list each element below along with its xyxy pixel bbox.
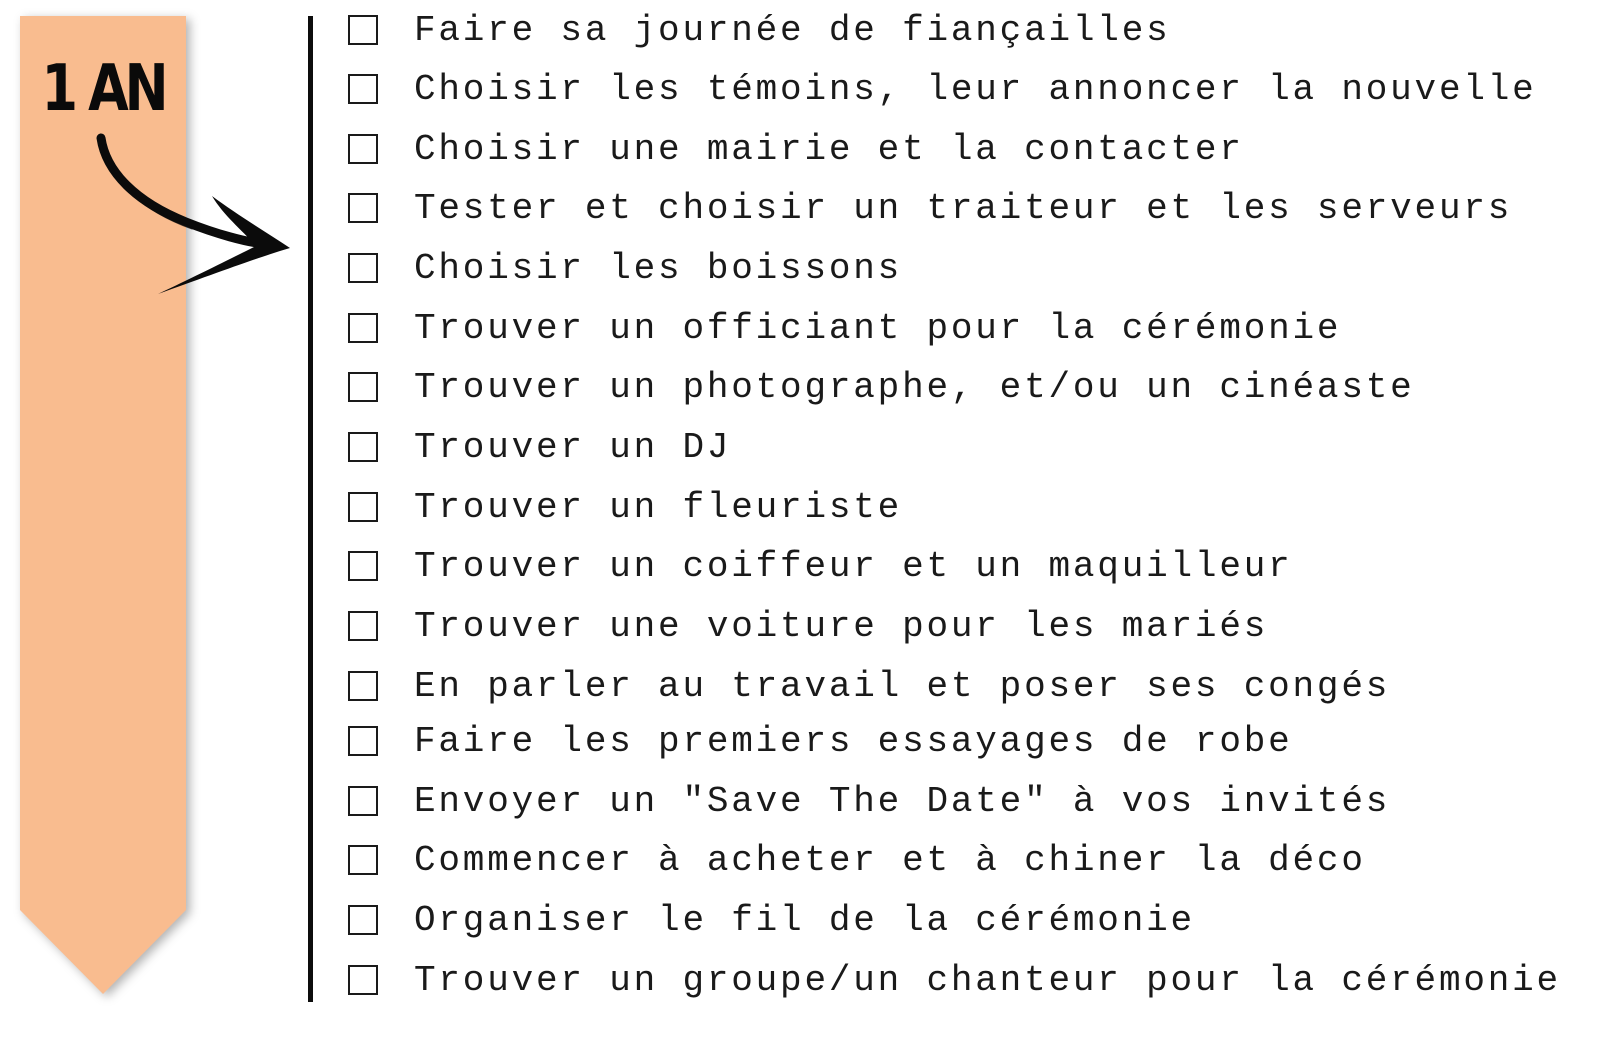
checklist-item [348, 129, 1244, 169]
checklist-item-label: Choisir les boissons [414, 247, 903, 289]
checklist-item [348, 840, 1366, 880]
checklist-item-label: En parler au travail et poser ses congés [414, 665, 1391, 707]
checklist-item-label: Trouver un photographe, et/ou un cinéaste [414, 366, 1415, 408]
banner-label: 1 AN [41, 52, 165, 126]
checklist-item-label: Envoyer un "Save The Date" à vos invités [414, 780, 1391, 822]
curved-arrow-icon [96, 132, 296, 302]
checklist-item [348, 188, 1512, 228]
checklist-item-label: Trouver un coiffeur et un maquilleur [414, 545, 1293, 587]
checkbox[interactable] [348, 193, 378, 223]
checklist-item [348, 781, 1390, 821]
checkbox[interactable] [348, 432, 378, 462]
checkbox[interactable] [348, 134, 378, 164]
checkbox[interactable] [348, 551, 378, 581]
checklist-item-label: Trouver un officiant pour la cérémonie [414, 307, 1342, 349]
checklist-item-label: Choisir une mairie et la contacter [414, 128, 1244, 170]
checklist-item [348, 960, 1561, 1000]
checkbox[interactable] [348, 372, 378, 402]
checklist-item-label: Trouver un fleuriste [414, 486, 903, 528]
checklist-item-label: Organiser le fil de la cérémonie [414, 899, 1195, 941]
checkbox[interactable] [348, 845, 378, 875]
checklist-item-label: Faire les premiers essayages de robe [414, 720, 1293, 762]
checklist-item [348, 606, 1268, 646]
checklist-item-label: Trouver une voiture pour les mariés [414, 605, 1269, 647]
checklist-item [348, 721, 1293, 761]
checklist-item-label: Choisir les témoins, leur annoncer la nouvelle [414, 68, 1537, 110]
checklist-item [348, 900, 1195, 940]
checklist-item [348, 487, 902, 527]
checklist-item-label: Trouver un groupe/un chanteur pour la cérémonie [414, 959, 1561, 1001]
checkbox[interactable] [348, 905, 378, 935]
checkbox[interactable] [348, 786, 378, 816]
timeline-divider [308, 16, 313, 1002]
checklist-item-label: Faire sa journée de fiançailles [414, 9, 1171, 51]
checklist-item [348, 308, 1341, 348]
checklist-item-label: Commencer à acheter et à chiner la déco [414, 839, 1366, 881]
checklist-item [348, 546, 1293, 586]
checklist-item [348, 10, 1171, 50]
checklist-item [348, 248, 902, 288]
checkbox[interactable] [348, 253, 378, 283]
checkbox[interactable] [348, 313, 378, 343]
checkbox[interactable] [348, 726, 378, 756]
checklist-item [348, 427, 731, 467]
checkbox[interactable] [348, 492, 378, 522]
checklist-item [348, 69, 1537, 109]
checkbox[interactable] [348, 611, 378, 641]
checklist-item-label: Tester et choisir un traiteur et les serveurs [414, 187, 1513, 229]
checkbox[interactable] [348, 965, 378, 995]
checklist-item-label: Trouver un DJ [414, 426, 732, 468]
checklist-item [348, 666, 1390, 706]
checkbox[interactable] [348, 15, 378, 45]
checkbox[interactable] [348, 74, 378, 104]
checkbox[interactable] [348, 671, 378, 701]
checklist-item [348, 367, 1415, 407]
